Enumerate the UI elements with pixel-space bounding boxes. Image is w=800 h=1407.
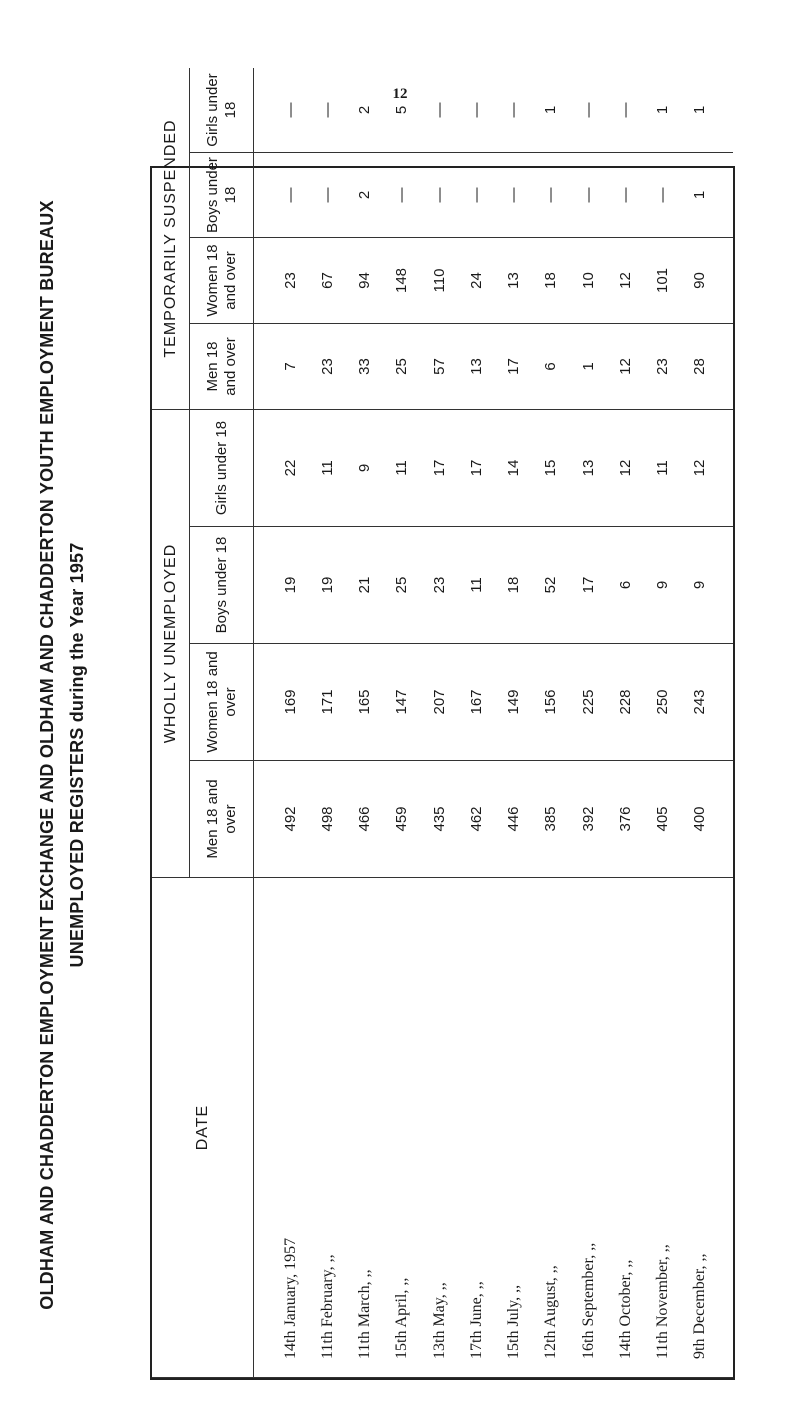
table-cell: 7 xyxy=(281,362,299,371)
table-cell: — xyxy=(467,187,485,203)
page-number: 12 xyxy=(392,86,408,102)
table-cell: 28 xyxy=(691,358,709,375)
table-cell: — xyxy=(467,102,485,118)
date-cell: 12th August, ,, xyxy=(542,1265,560,1359)
table-cell: 13 xyxy=(505,272,523,289)
date-cell: 11th November, ,, xyxy=(654,1244,672,1359)
temp-girls-column xyxy=(254,68,733,153)
table-cell: 6 xyxy=(616,580,634,590)
table-cell: 101 xyxy=(654,267,672,294)
temp-men-header: Men 18 and over xyxy=(190,324,254,410)
table-cell: — xyxy=(616,187,634,203)
document-title xyxy=(12,130,112,1380)
date-header: DATE xyxy=(152,878,254,1378)
table-cell: 492 xyxy=(281,806,299,832)
table-cell: 12 xyxy=(691,459,709,477)
table-cell: 12 xyxy=(616,459,634,477)
table-cell: — xyxy=(505,102,523,118)
table-cell: 18 xyxy=(505,576,523,594)
unemployed-registers-table xyxy=(150,73,735,1380)
table-cell: 148 xyxy=(393,267,411,294)
table-cell: 446 xyxy=(505,806,523,832)
date-cell: 11th March, ,, xyxy=(356,1269,374,1359)
table-cell: 90 xyxy=(691,272,709,289)
table-cell: 52 xyxy=(542,576,560,594)
date-cell: 9th December, ,, xyxy=(691,1253,709,1359)
table-cell: 11 xyxy=(318,460,336,476)
table-cell: 17 xyxy=(579,576,597,594)
table-cell: — xyxy=(505,187,523,203)
table-cell: 1 xyxy=(654,105,672,115)
table-cell: 156 xyxy=(542,689,560,715)
temp-men-column xyxy=(254,324,733,410)
temp-women-column xyxy=(254,238,733,324)
wholly-men-column xyxy=(254,761,733,878)
table-cell: 228 xyxy=(616,689,634,715)
table-cell: 1 xyxy=(691,105,709,115)
temporarily-suspended-header: TEMPORARILY SUSPENDED xyxy=(152,68,190,410)
table-cell: 225 xyxy=(579,689,597,715)
table-cell: — xyxy=(579,102,597,118)
date-cell: 11th February, ,, xyxy=(318,1254,336,1359)
wholly-boys-header: Boys under 18 xyxy=(190,527,254,644)
table-cell: — xyxy=(318,187,336,203)
wholly-women-header: Women 18 and over xyxy=(190,644,254,761)
table-cell: 243 xyxy=(691,689,709,715)
table-cell: 57 xyxy=(430,358,448,375)
table-cell: 2 xyxy=(356,190,374,200)
table-cell: 9 xyxy=(356,463,374,473)
table-cell: 10 xyxy=(579,272,597,289)
table-cell: 13 xyxy=(579,459,597,477)
table-cell: 11 xyxy=(467,577,485,593)
table-cell: 19 xyxy=(281,576,299,594)
wholly-unemployed-header: WHOLLY UNEMPLOYED xyxy=(152,410,190,878)
table-cell: 459 xyxy=(393,806,411,832)
table-cell: 15 xyxy=(542,459,560,477)
table-cell: 149 xyxy=(505,689,523,715)
table-cell: 385 xyxy=(542,806,560,832)
table-cell: 25 xyxy=(393,576,411,594)
table-cell: 250 xyxy=(654,689,672,715)
date-cell: 13th May, ,, xyxy=(430,1282,448,1359)
date-cell: 14th October, ,, xyxy=(616,1259,634,1359)
table-cell: 17 xyxy=(430,459,448,477)
table-cell: 11 xyxy=(654,460,672,476)
table-cell: 462 xyxy=(467,806,485,832)
title-line-2: UNEMPLOYED REGISTERS during the Year 1957 xyxy=(67,542,87,968)
table-cell: 2 xyxy=(356,105,374,115)
table-cell: 21 xyxy=(356,576,374,594)
table-cell: 17 xyxy=(467,459,485,477)
table-cell: 24 xyxy=(467,272,485,289)
date-cell: 17th June, ,, xyxy=(467,1281,485,1359)
table-cell: — xyxy=(430,187,448,203)
temp-boys-column xyxy=(254,153,733,238)
temp-women-header: Women 18 and over xyxy=(190,238,254,324)
table-cell: 23 xyxy=(430,576,448,594)
table-cell: 25 xyxy=(393,358,411,375)
table-cell: — xyxy=(654,187,672,203)
wholly-boys-column xyxy=(254,527,733,644)
table-cell: — xyxy=(542,187,560,203)
table-cell: 207 xyxy=(430,689,448,715)
table-cell: 9 xyxy=(654,580,672,590)
title-line-1: OLDHAM AND CHADDERTON EMPLOYMENT EXCHANGE AND OLDHAM AND CHADDERTON YOUTH EMPLOYMENT BUREAUX xyxy=(37,200,57,1310)
wholly-women-column xyxy=(254,644,733,761)
table-cell: 18 xyxy=(542,272,560,289)
table-cell: 400 xyxy=(691,806,709,832)
table-cell: 5 xyxy=(393,105,411,115)
date-column xyxy=(254,878,733,1378)
table-cell: 171 xyxy=(318,689,336,715)
table-cell: 392 xyxy=(579,806,597,832)
table-cell: 498 xyxy=(318,806,336,832)
table-cell: 1 xyxy=(691,190,709,200)
table-cell: 13 xyxy=(467,358,485,375)
table-cell: 466 xyxy=(356,806,374,832)
date-cell: 15th July, ,, xyxy=(505,1284,523,1359)
temp-boys-header: Boys under 18 xyxy=(190,153,254,238)
table-cell: 94 xyxy=(356,272,374,289)
wholly-girls-column xyxy=(254,410,733,527)
table-cell: — xyxy=(281,187,299,203)
table-cell: — xyxy=(430,102,448,118)
table-cell: 14 xyxy=(505,459,523,477)
table-cell: 6 xyxy=(542,362,560,371)
table-cell: 12 xyxy=(616,358,634,375)
table-cell: 167 xyxy=(467,689,485,715)
table-cell: 1 xyxy=(579,362,597,371)
table-cell: 67 xyxy=(318,272,336,289)
table-cell: — xyxy=(616,102,634,118)
table-cell: 23 xyxy=(654,358,672,375)
table-cell: 19 xyxy=(318,576,336,594)
table-cell: 12 xyxy=(616,272,634,289)
table-cell: 33 xyxy=(356,358,374,375)
table-cell: 23 xyxy=(281,272,299,289)
table-cell: 9 xyxy=(691,580,709,590)
temp-girls-header: Girls under 18 xyxy=(190,68,254,153)
table-cell: 165 xyxy=(356,689,374,715)
date-cell: 14th January, 1957 xyxy=(281,1237,299,1359)
table-cell: 11 xyxy=(393,460,411,476)
date-cell: 16th September, ,, xyxy=(579,1242,597,1359)
table-cell: 147 xyxy=(393,689,411,715)
date-cell: 15th April, ,, xyxy=(393,1277,411,1359)
table-cell: 22 xyxy=(281,459,299,477)
table-cell: 110 xyxy=(430,268,448,293)
table-cell: 17 xyxy=(505,358,523,375)
table-cell: 435 xyxy=(430,806,448,832)
table-cell: — xyxy=(393,187,411,203)
table-cell: 405 xyxy=(654,806,672,832)
table-cell: 376 xyxy=(616,806,634,832)
table-cell: — xyxy=(281,102,299,118)
table-cell: 1 xyxy=(542,105,560,115)
wholly-girls-header: Girls under 18 xyxy=(190,410,254,527)
table-cell: — xyxy=(318,102,336,118)
wholly-men-header: Men 18 and over xyxy=(190,761,254,878)
table-cell: — xyxy=(579,187,597,203)
table-cell: 23 xyxy=(318,358,336,375)
table-cell: 169 xyxy=(281,689,299,715)
